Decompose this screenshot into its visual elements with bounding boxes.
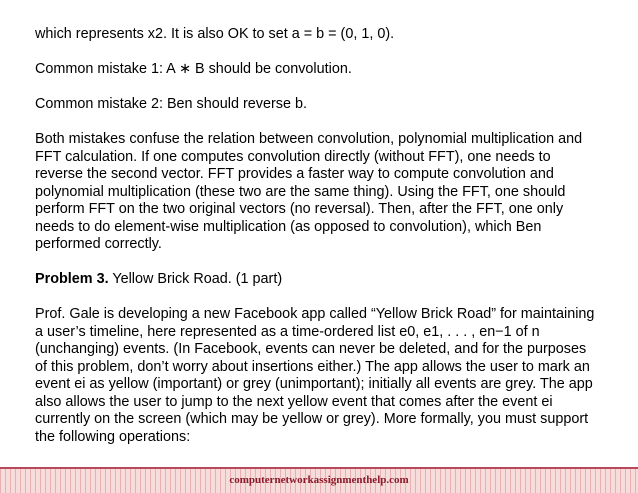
text-line: a user’s timeline, here represented as a time-ordered list e0, e1, . . . , en−1 of n (35, 323, 540, 340)
text-line: needs to do element-wise multiplication (as opposed to convolution), which Ben (35, 218, 542, 235)
footer-banner (0, 467, 638, 493)
text-line: also allows the user to jump to the next yellow event that comes after the event ei (35, 393, 553, 410)
text-line: event ei as yellow (important) or grey (unimportant); initially all events are grey. The app (35, 376, 593, 392)
text-line: FFT calculation. If one computes convolution directly (without FFT), one needs to (35, 148, 551, 165)
text-line: perform FFT on the two original vectors (no reversal). Then, after the FFT, one only (35, 201, 564, 217)
problem-title: Yellow Brick Road. (1 part) (108, 271, 283, 287)
text-line: the following operations: (35, 428, 191, 445)
text-line: Both mistakes confuse the relation between convolution, polynomial multiplication and (35, 131, 583, 147)
text-line: performed correctly. (35, 236, 162, 252)
text-line: Prof. Gale is developing a new Facebook app called “Yellow Brick Road” for maintaining (35, 306, 595, 322)
text-line: (unchanging) events. (In Facebook, events can never be deleted, and for the purposes (35, 341, 587, 357)
paragraph-intro: which represents x2. It is also OK to set a = b = (0, 1, 0). (35, 26, 395, 42)
footer-website-link[interactable]: computernetworkassignmenthelp.com (229, 474, 409, 486)
paragraph-explanation (35, 131, 615, 254)
document-body (35, 26, 615, 446)
text-line: of this problem, don’t worry about insertions either.) The app allows the user to mark an (35, 358, 590, 375)
problem-number: Problem 3. (35, 271, 109, 287)
text-line: polynomial multiplication (these two are the same thing). Using the FFT, one should (35, 183, 566, 200)
text-line: currently on the screen (which may be yellow or grey). More formally, you must support (35, 411, 589, 427)
text-line: reverse the second vector. FFT provides a faster way to compute convolution and (35, 166, 554, 182)
paragraph-mistake-1: Common mistake 1: A ∗ B should be convolution. (35, 61, 352, 77)
paragraph-mistake-2: Common mistake 2: Ben should reverse b. (35, 96, 307, 112)
paragraph-problem-description (35, 306, 615, 446)
problem-heading (35, 271, 615, 289)
